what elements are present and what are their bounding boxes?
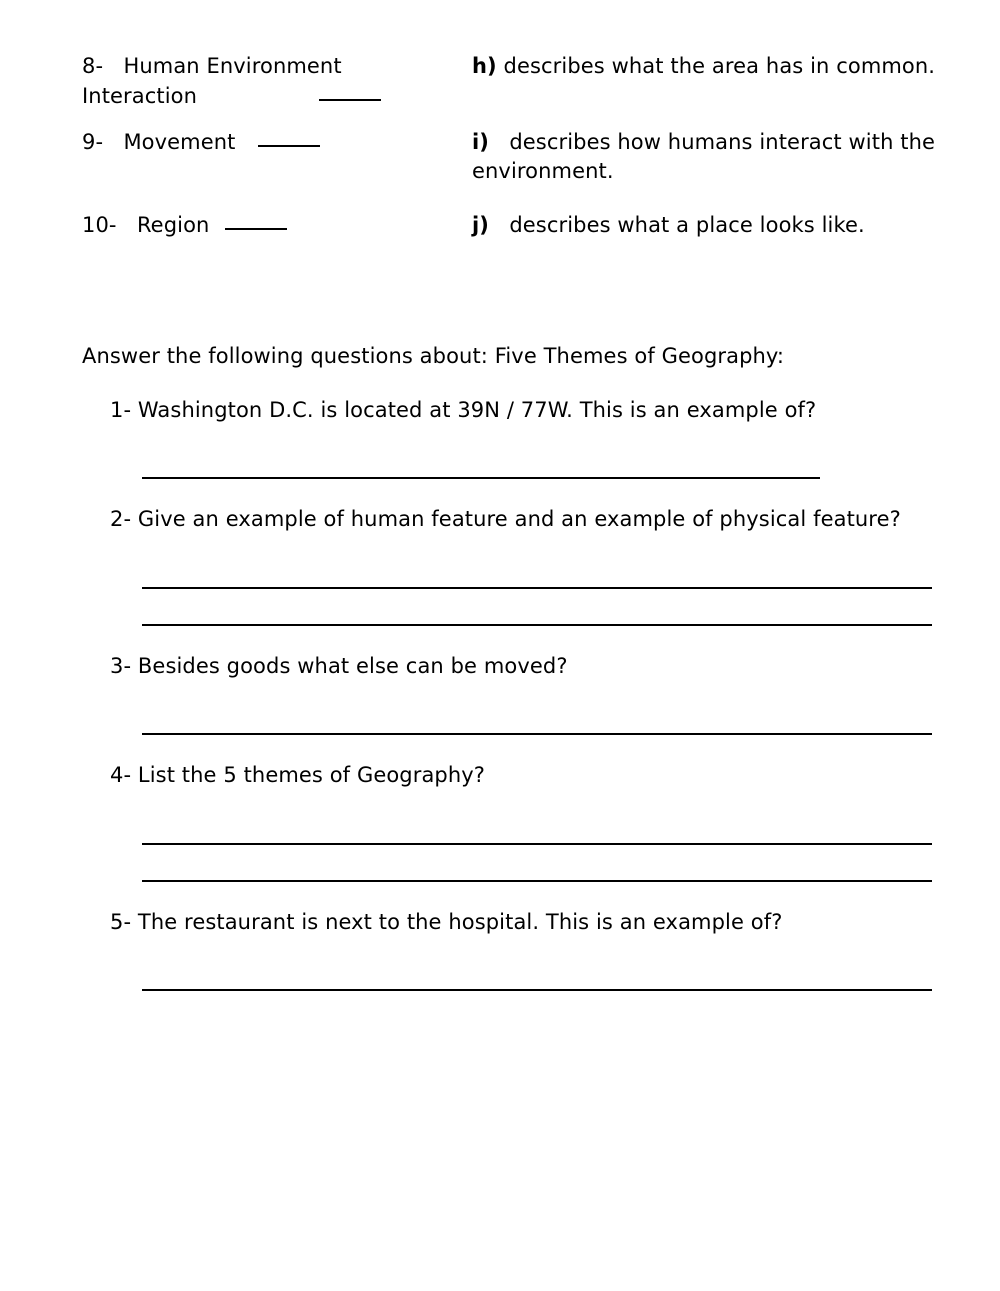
matching-definition xyxy=(472,128,942,188)
question-item xyxy=(110,652,940,735)
answer-area[interactable] xyxy=(142,553,940,626)
answer-blank[interactable] xyxy=(319,98,381,101)
answer-area[interactable] xyxy=(142,443,940,479)
answer-line[interactable] xyxy=(142,589,932,626)
answer-line[interactable] xyxy=(142,699,932,735)
question-item xyxy=(110,505,940,625)
question-text: 3- Besides goods what else can be moved? xyxy=(110,653,568,678)
matching-row xyxy=(82,211,942,241)
question-item xyxy=(110,908,940,991)
question-item xyxy=(110,396,940,479)
matching-number: 10- xyxy=(82,213,117,238)
questions-section xyxy=(110,396,940,997)
question-text: 2- Give an example of human feature and an example of physical feature? xyxy=(110,507,901,532)
matching-definition-text: describes how humans interact with the environment. xyxy=(472,129,936,184)
question-text: 4- List the 5 themes of Geography? xyxy=(110,763,486,788)
matching-term-label-cont: Interaction xyxy=(82,82,472,112)
matching-term xyxy=(82,52,472,112)
matching-definition xyxy=(472,211,942,241)
matching-term-label: Movement xyxy=(123,129,236,154)
answer-line[interactable] xyxy=(142,443,820,479)
answer-area[interactable] xyxy=(142,955,940,991)
answer-blank[interactable] xyxy=(225,227,287,230)
matching-number: 9- xyxy=(82,129,104,154)
matching-number: 8- xyxy=(82,54,104,78)
question-text: 5- The restaurant is next to the hospital. This is an example of? xyxy=(110,909,783,934)
matching-definition xyxy=(472,52,942,82)
answer-line[interactable] xyxy=(142,955,932,991)
matching-letter: i) xyxy=(472,129,489,154)
question-item xyxy=(110,761,940,881)
matching-term-label: Region xyxy=(136,213,210,238)
matching-term xyxy=(82,128,472,158)
matching-definition-text: describes what a place looks like. xyxy=(509,213,865,238)
matching-term xyxy=(82,211,472,241)
matching-row xyxy=(82,52,942,112)
answer-area[interactable] xyxy=(142,809,940,882)
matching-row xyxy=(82,128,942,188)
answer-area[interactable] xyxy=(142,699,940,735)
matching-definition-text: describes what the area has in common. xyxy=(503,54,936,78)
answer-line[interactable] xyxy=(142,809,932,845)
question-text: 1- Washington D.C. is located at 39N / 77W. This is an example of? xyxy=(110,398,817,422)
matching-term-label: Human Environment xyxy=(123,54,342,78)
answer-line[interactable] xyxy=(142,845,932,882)
matching-section xyxy=(82,52,942,255)
answer-blank[interactable] xyxy=(258,144,320,147)
matching-letter: j) xyxy=(472,213,489,238)
instructions-text: Answer the following questions about: Five Themes of Geography: xyxy=(82,344,785,368)
matching-letter: h) xyxy=(472,54,497,78)
answer-line[interactable] xyxy=(142,553,932,589)
